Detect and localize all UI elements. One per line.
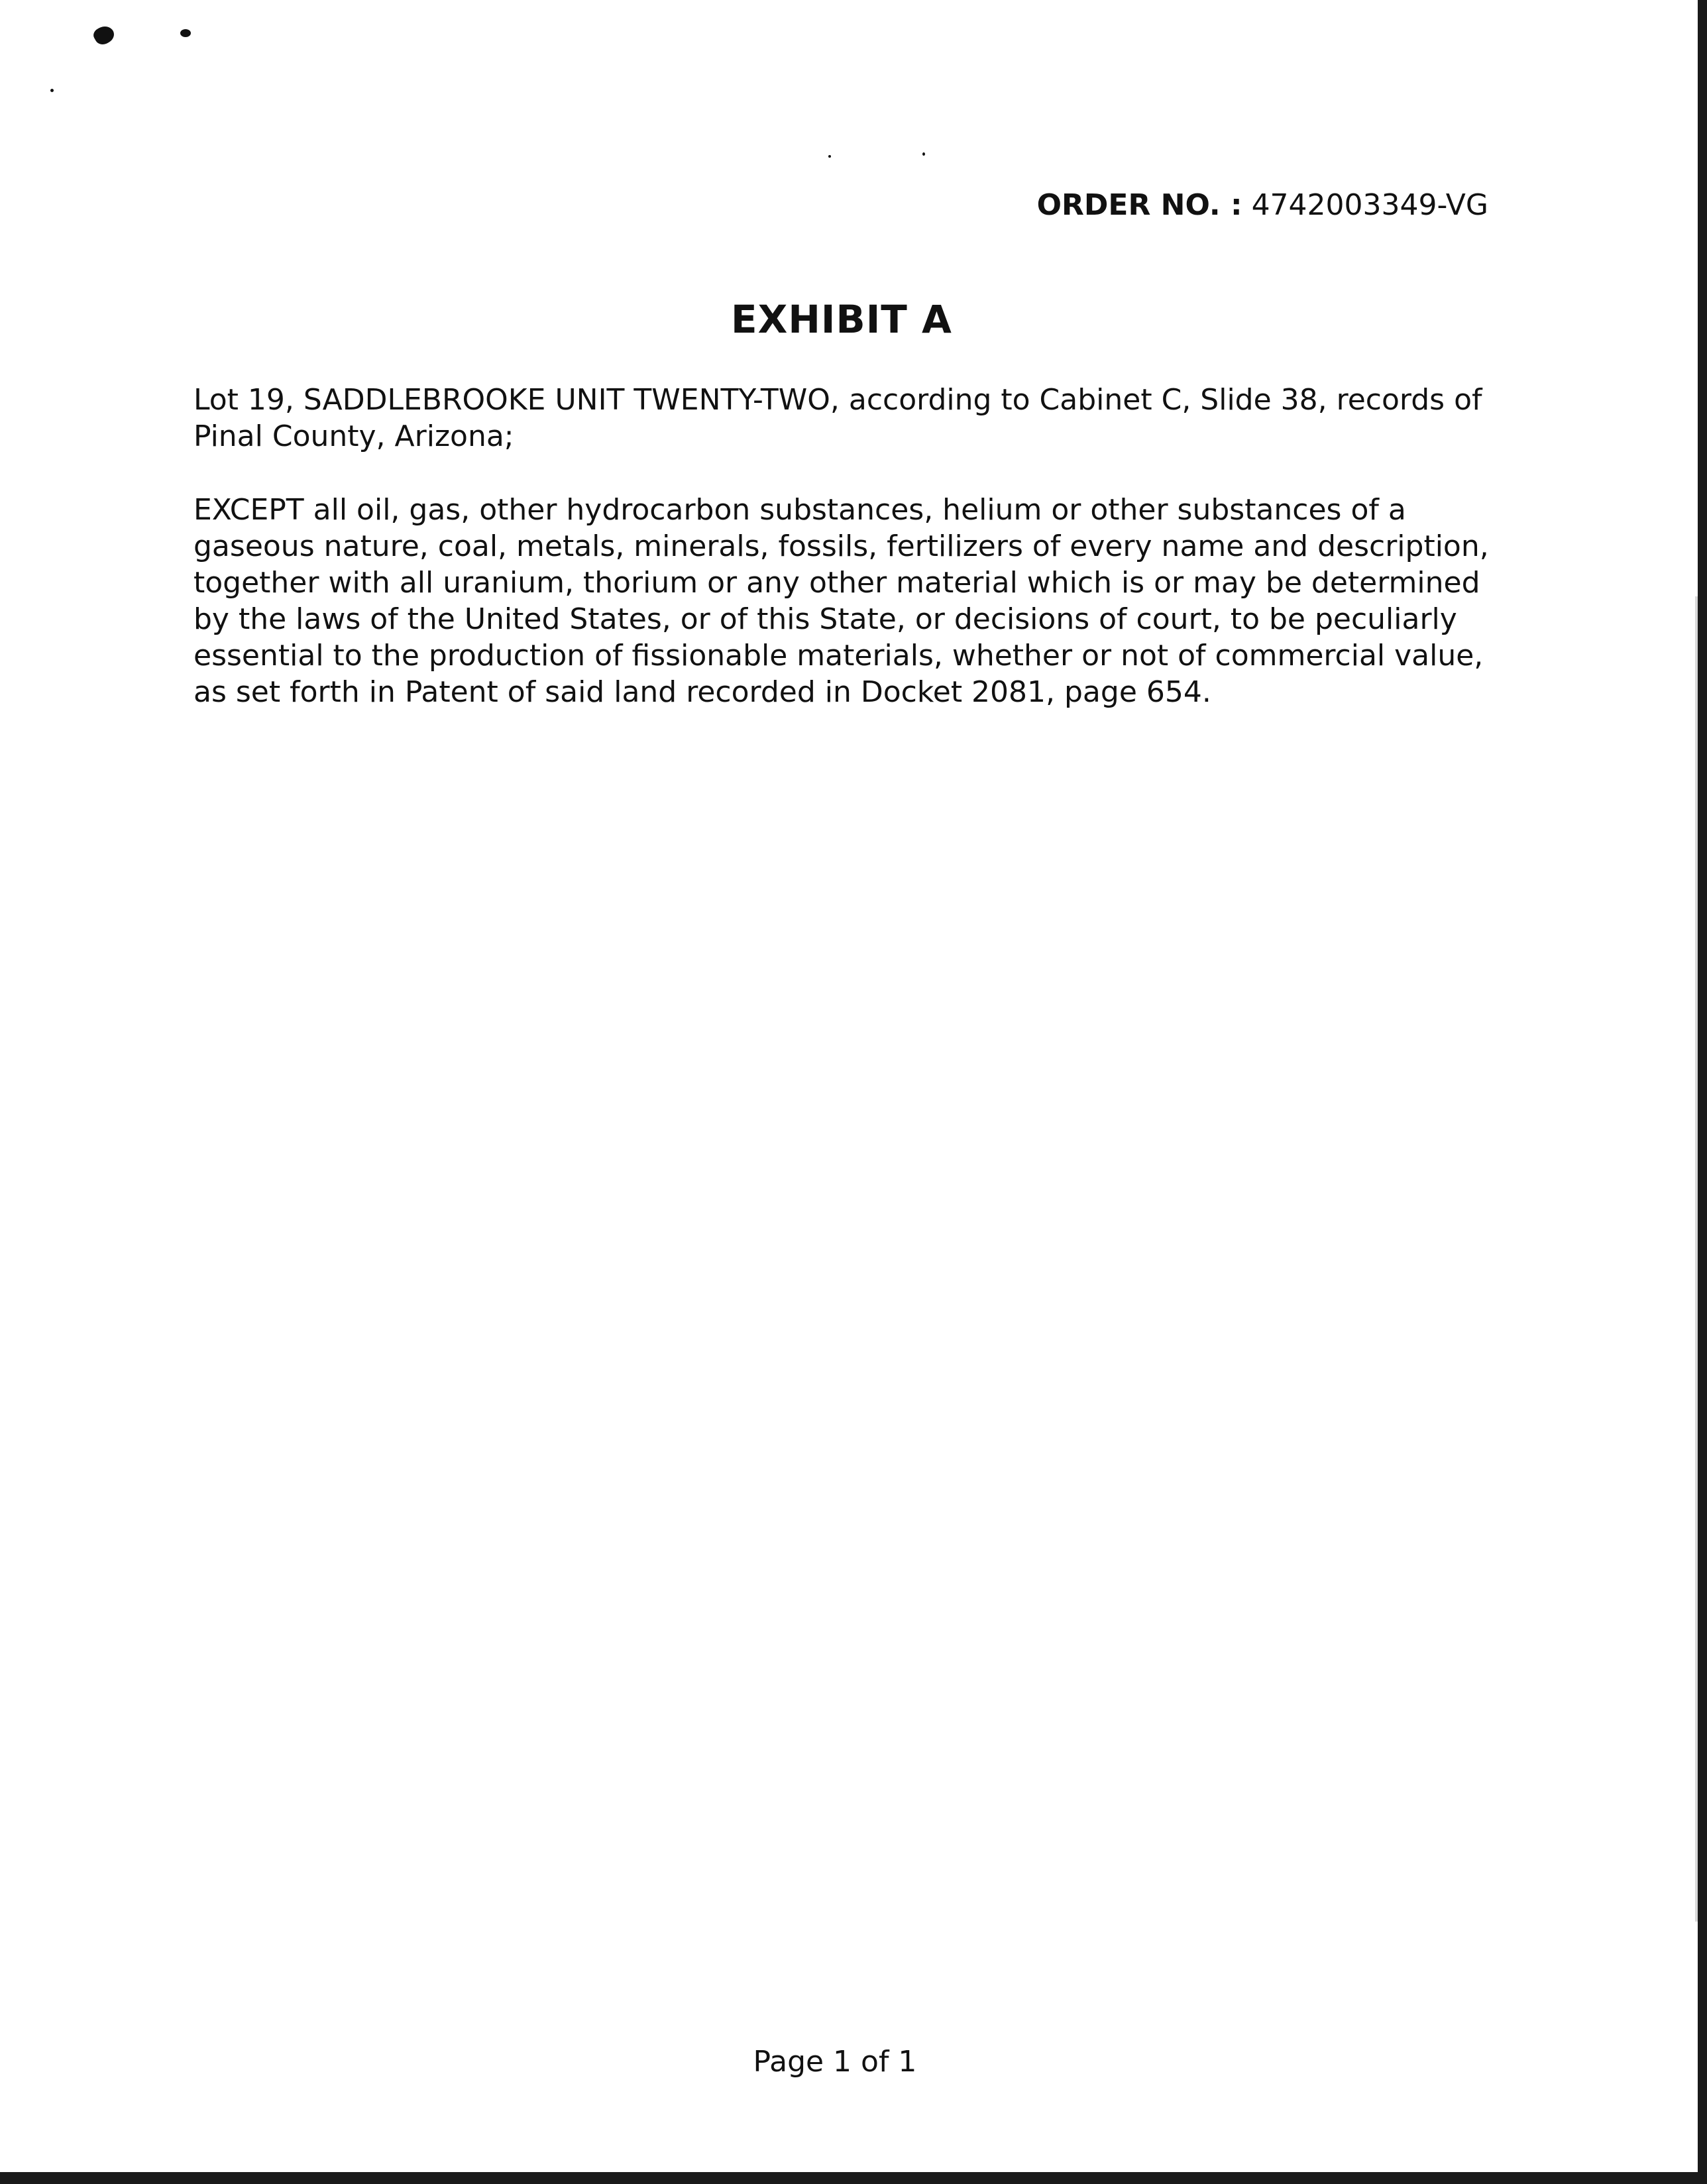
except-clause-text: EXCEPT all oil, gas, other hydrocarbon substances, helium or other substances of a gaseous nature, coal, metals, minerals, fossils, fertilizers of every name and description, together with all uranium, thorium or any other material which is or may be determined by the laws of the United States, or of this State, or decisions of court, to be peculiarly essential to the production of fissionable materials, whether or not of commercial value, as set forth in Patent of said land recorded in Docket 2081, page 654. — [193, 493, 1489, 709]
scan-speck — [50, 89, 54, 92]
order-number-label: ORDER NO. : — [1036, 188, 1242, 222]
scan-border-right — [1698, 0, 1707, 2184]
except-clause — [193, 492, 1506, 710]
exhibit-title: EXHIBIT A — [731, 297, 952, 342]
order-number-value: 4742003349-VG — [1251, 188, 1488, 222]
legal-description — [193, 382, 1506, 455]
page-number: Page 1 of 1 — [753, 2045, 917, 2079]
scan-speck — [180, 29, 191, 37]
scan-speck — [828, 155, 831, 158]
scan-speck — [922, 152, 925, 156]
scan-speck — [91, 23, 117, 48]
legal-description-text: Lot 19, SADDLEBROOKE UNIT TWENTY-TWO, according to Cabinet C, Slide 38, records of Pinal County, Arizona; — [193, 383, 1482, 453]
scan-border-bottom — [0, 2172, 1707, 2184]
order-number-line — [1037, 188, 1488, 222]
